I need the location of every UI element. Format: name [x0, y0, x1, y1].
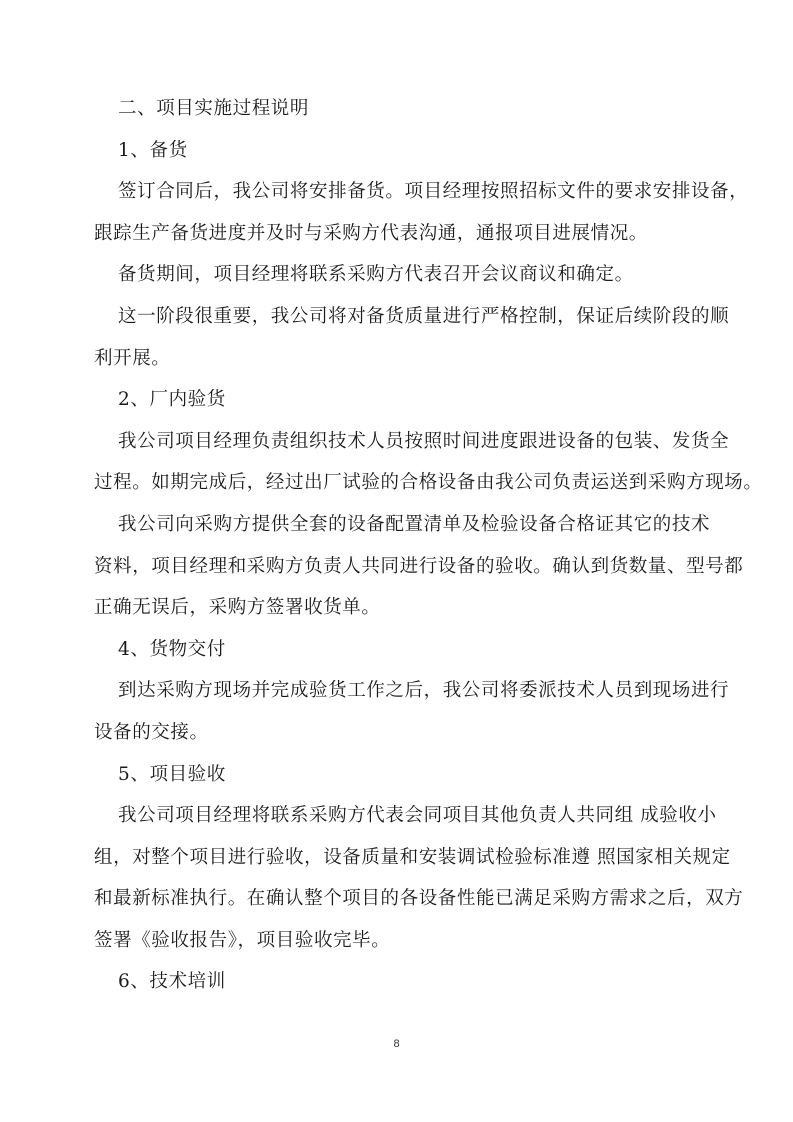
- paragraph-line: 资料，项目经理和采购方负责人共同进行设备的验收。确认到货数量、型号都: [94, 555, 744, 577]
- paragraph-line: 跟踪生产备货进度并及时与采购方代表沟通，通报项目进展情况。: [94, 222, 648, 244]
- paragraph-line: 我公司项目经理负责组织技术人员按照时间进度跟进设备的包装、发货全: [118, 430, 730, 452]
- paragraph-line: 过程。如期完成后，经过出厂试验的合格设备由我公司负责运送到采购方现场。: [94, 472, 763, 494]
- paragraph-line: 我公司项目经理将联系采购方代表会同项目其他负责人共同组 成验收小: [118, 805, 717, 827]
- paragraph-line: 到达采购方现场并完成验货工作之后，我公司将委派技术人员到现场进行: [118, 680, 730, 702]
- paragraph-line: 签订合同后，我公司将安排备货。项目经理按照招标文件的要求安排设备，: [118, 181, 749, 203]
- heading-delivery: 4、货物交付: [118, 638, 226, 660]
- heading-stocking: 1、备货: [118, 139, 188, 161]
- paragraph-line: 签署《验收报告》，项目验收完毕。: [94, 929, 391, 951]
- paragraph-line: 正确无误后，采购方签署收货单。: [94, 597, 381, 619]
- paragraph-line: 备货期间，项目经理将联系采购方代表召开会议商议和确定。: [118, 264, 634, 286]
- heading-factory-inspection: 2、厂内验货: [118, 389, 226, 411]
- heading-training: 6、技术培训: [118, 971, 226, 993]
- paragraph-line: 我公司向采购方提供全套的设备配置清单及检验设备合格证其它的技术: [118, 513, 711, 535]
- paragraph-line: 这一阶段很重要，我公司将对备货质量进行严格控制，保证后续阶段的顺: [118, 305, 730, 327]
- page-number: 8: [393, 1038, 400, 1050]
- section-title: 二、项目实施过程说明: [118, 98, 310, 119]
- paragraph-line: 设备的交接。: [94, 721, 209, 743]
- document-body: [94, 88, 763, 1003]
- heading-acceptance: 5、项目验收: [118, 763, 226, 785]
- paragraph-line: 组，对整个项目进行验收，设备质量和安装调试检验标准遵 照国家相关规定: [94, 846, 731, 868]
- paragraph-line: 和最新标准执行。在确认整个项目的各设备性能已满足采购方需求之后，双方: [94, 888, 744, 910]
- paragraph-line: 利开展。: [94, 347, 171, 369]
